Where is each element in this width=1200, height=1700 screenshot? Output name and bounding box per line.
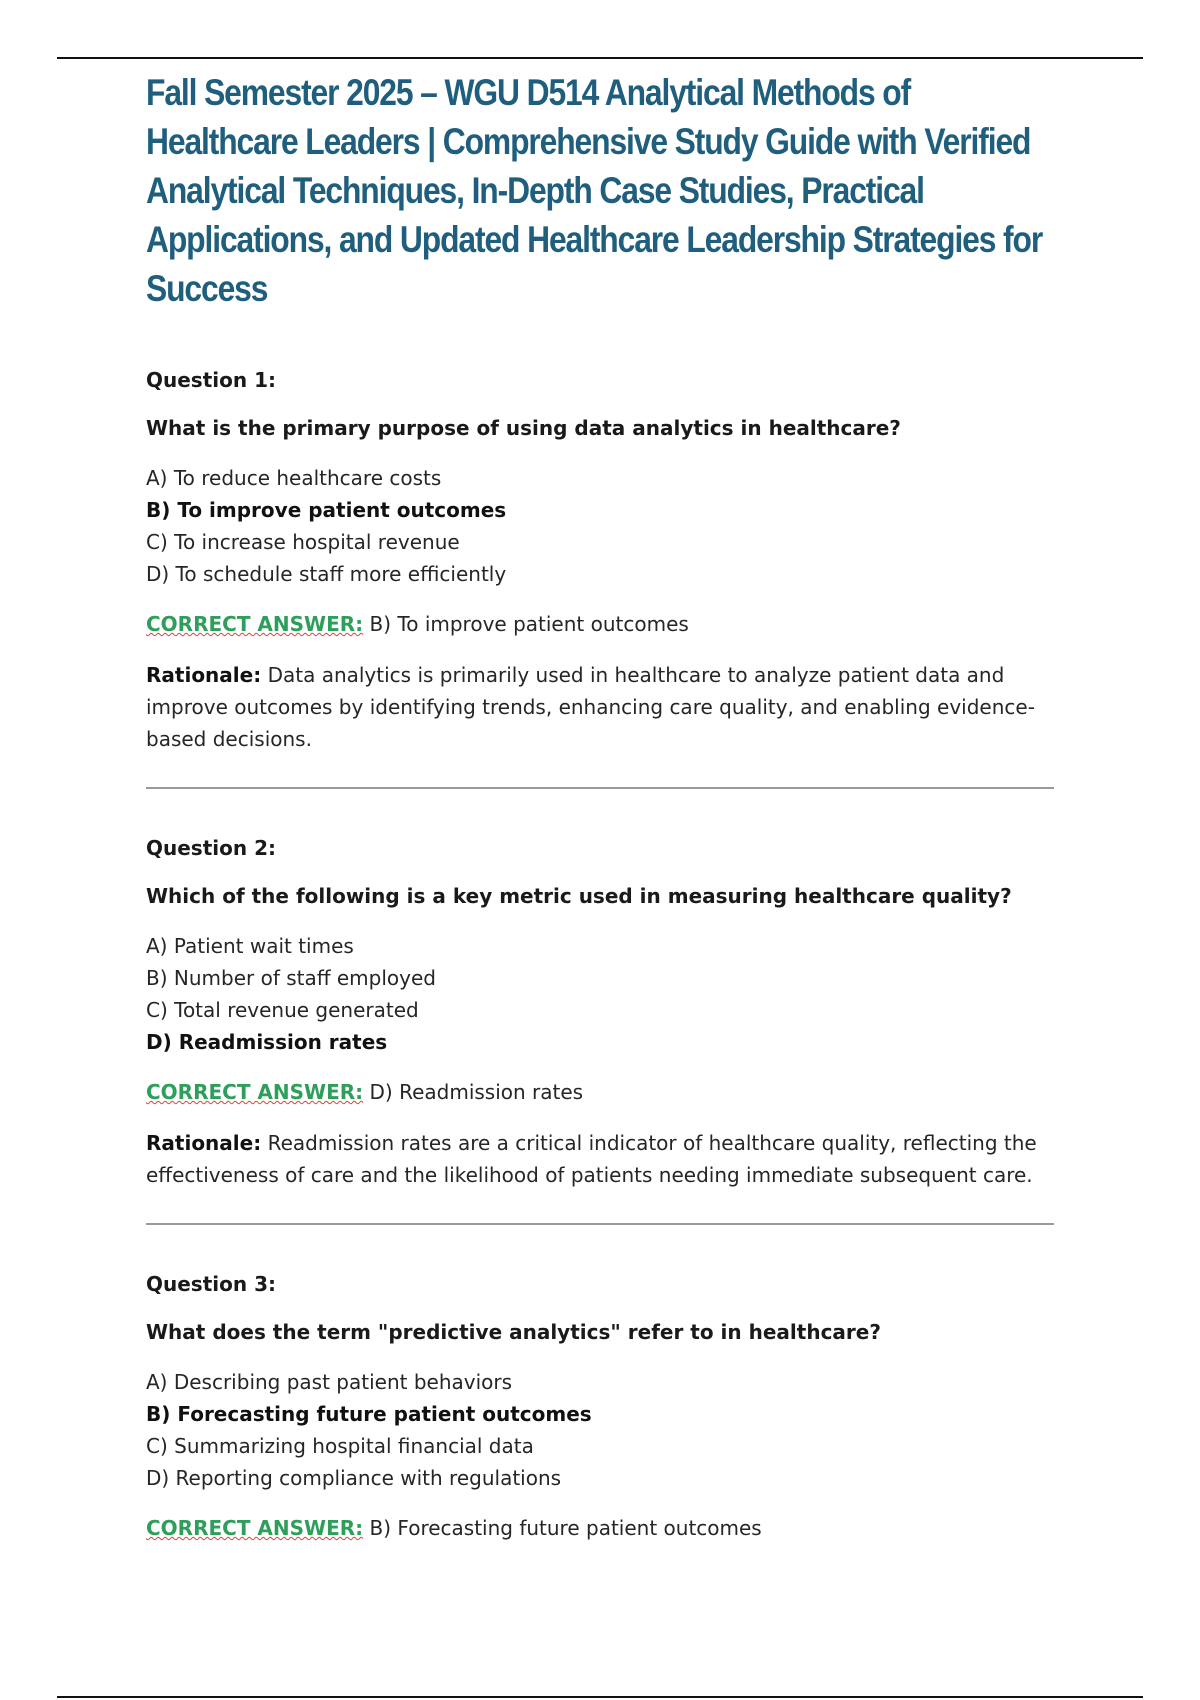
option-b-correct: B) Forecasting future patient outcomes: [146, 1402, 592, 1426]
option-a: A) Describing past patient behaviors: [146, 1370, 513, 1394]
document-title: Fall Semester 2025 – WGU D514 Analytical Methods of Healthcare Leaders | Comprehensive Study Guide with Verified Analytical Techniques, In-Depth Case Studies, Practical Applications, and Updated Healthcare Leadership Strategies for Success: [146, 72, 1043, 309]
question-3: [146, 1271, 1056, 1541]
section-divider: [146, 787, 1054, 789]
option-d-correct: D) Readmission rates: [146, 1030, 388, 1054]
rationale-text: Readmission rates are a critical indicator of healthcare quality, reflecting the effectiveness of care and the likelihood of patients needing immediate subsequent care.: [146, 1131, 1037, 1187]
correct-answer: [146, 1515, 1056, 1541]
question-text: What is the primary purpose of using data analytics in healthcare?: [146, 416, 901, 440]
option-a: A) To reduce healthcare costs: [146, 466, 442, 490]
correct-answer-label: CORRECT ANSWER:: [146, 612, 364, 636]
correct-answer-value: B) To improve patient outcomes: [369, 612, 689, 636]
rationale-text: Data analytics is primarily used in healthcare to analyze patient data and improve outcomes by identifying trends, enhancing care quality, and enabling evidence-based decisions.: [146, 663, 1035, 751]
correct-answer-value: D) Readmission rates: [369, 1080, 584, 1104]
option-b-correct: B) To improve patient outcomes: [146, 498, 507, 522]
header-rule: [57, 57, 1143, 59]
option-d: D) Reporting compliance with regulations: [146, 1466, 562, 1490]
correct-answer: [146, 611, 1056, 637]
footer-rule: [57, 1696, 1143, 1698]
option-c: C) Summarizing hospital financial data: [146, 1434, 534, 1458]
option-b: B) Number of staff employed: [146, 966, 436, 990]
rationale-label: Rationale:: [146, 663, 262, 687]
rationale-label: Rationale:: [146, 1131, 262, 1155]
option-d: D) To schedule staff more efficiently: [146, 562, 507, 586]
correct-answer: [146, 1079, 1056, 1105]
question-2: [146, 835, 1056, 1225]
section-divider: [146, 1223, 1054, 1225]
options-list: [146, 930, 1056, 1058]
rationale: [146, 659, 1056, 755]
options-list: [146, 462, 1056, 590]
option-a: A) Patient wait times: [146, 934, 354, 958]
question-label: Question 1:: [146, 368, 276, 392]
correct-answer-label: CORRECT ANSWER:: [146, 1080, 364, 1104]
rationale: [146, 1127, 1056, 1191]
question-label: Question 2:: [146, 836, 276, 860]
question-text: Which of the following is a key metric used in measuring healthcare quality?: [146, 884, 1012, 908]
option-c: C) To increase hospital revenue: [146, 530, 460, 554]
question-label: Question 3:: [146, 1272, 276, 1296]
document-body: [146, 68, 1056, 1541]
correct-answer-label: CORRECT ANSWER:: [146, 1516, 364, 1540]
options-list: [146, 1366, 1056, 1494]
option-c: C) Total revenue generated: [146, 998, 419, 1022]
question-text: What does the term "predictive analytics" refer to in healthcare?: [146, 1320, 881, 1344]
question-1: [146, 367, 1056, 789]
correct-answer-value: B) Forecasting future patient outcomes: [369, 1516, 762, 1540]
